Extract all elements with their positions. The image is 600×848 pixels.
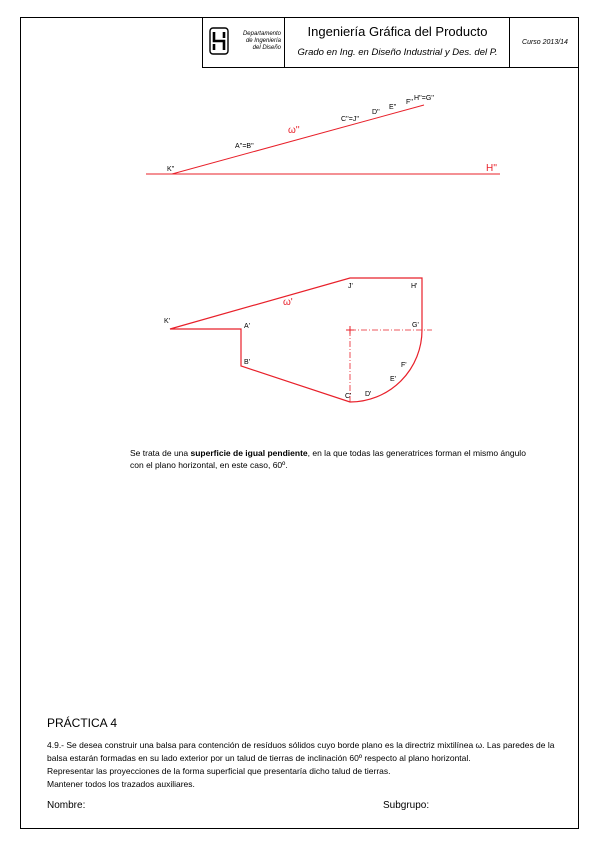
- label-a-plan: A': [244, 323, 251, 330]
- omega-plan-outline: [170, 278, 422, 402]
- label-h-plan: H': [411, 283, 418, 290]
- course-year: Curso 2013/14: [522, 39, 568, 46]
- label-k-elev: K'': [167, 166, 175, 173]
- label-e-plan: E': [390, 376, 397, 383]
- label-omega-plan: ω': [283, 297, 293, 308]
- label-h-plane: H'': [486, 163, 498, 174]
- label-d-plan: D': [365, 391, 372, 398]
- label-b-plan: B': [244, 359, 251, 366]
- label-ab-elev: A''=B'': [235, 143, 254, 150]
- label-omega-elev: ω'': [288, 125, 300, 136]
- practica-line-3: Mantener todos los trazados auxiliares.: [47, 779, 195, 789]
- surface-description: [130, 447, 530, 471]
- subgroup-label: Subgrupo:: [383, 800, 430, 811]
- label-e-elev: E'': [389, 104, 397, 111]
- omega-elevation-line: [172, 105, 424, 174]
- label-hg-elev: H''=G'': [414, 95, 434, 102]
- label-cj-elev: C''=J'': [341, 116, 359, 123]
- label-f-plan: F': [401, 362, 407, 369]
- label-k-plan: K': [164, 318, 171, 325]
- label-d-elev: D'': [372, 109, 380, 116]
- department-line-2: de Ingeniería: [245, 38, 281, 44]
- label-f-elev: F'': [406, 99, 413, 106]
- description-start: Se trata de una: [130, 448, 191, 458]
- description-bold: superficie de igual pendiente: [190, 448, 308, 458]
- label-c-plan: C': [345, 393, 352, 400]
- name-label: Nombre:: [47, 800, 86, 811]
- practica-heading: PRÁCTICA 4: [47, 716, 118, 730]
- description-end: , en la que todas las generatrices forman el mismo ángulo con el plano horizontal, en este caso, 60º.: [130, 448, 526, 470]
- label-j-plan: J': [348, 283, 353, 290]
- practica-line-1: 4.9.- Se desea construir una balsa para contención de resíduos sólidos cuyo borde plano es la directriz mixtilínea ω. Las paredes de la balsa estarán formadas en su lado exterior por un talud de tierras de inclinación 60º respecto al plano horizontal.: [47, 740, 555, 763]
- label-g-plan: G': [412, 322, 419, 329]
- department-line-3: del Diseño: [252, 45, 281, 51]
- practica-statement: [47, 739, 567, 791]
- course-title: Ingeniería Gráfica del Producto: [307, 24, 488, 39]
- department-line-1: Departamento: [242, 31, 281, 37]
- arc-center-mark: [346, 326, 354, 334]
- practica-line-2: Representar las proyecciones de la forma superficial que presentaría dicho talud de tierras.: [47, 766, 391, 776]
- degree-subtitle: Grado en Ing. en Diseño Industrial y Des. del P.: [297, 47, 498, 58]
